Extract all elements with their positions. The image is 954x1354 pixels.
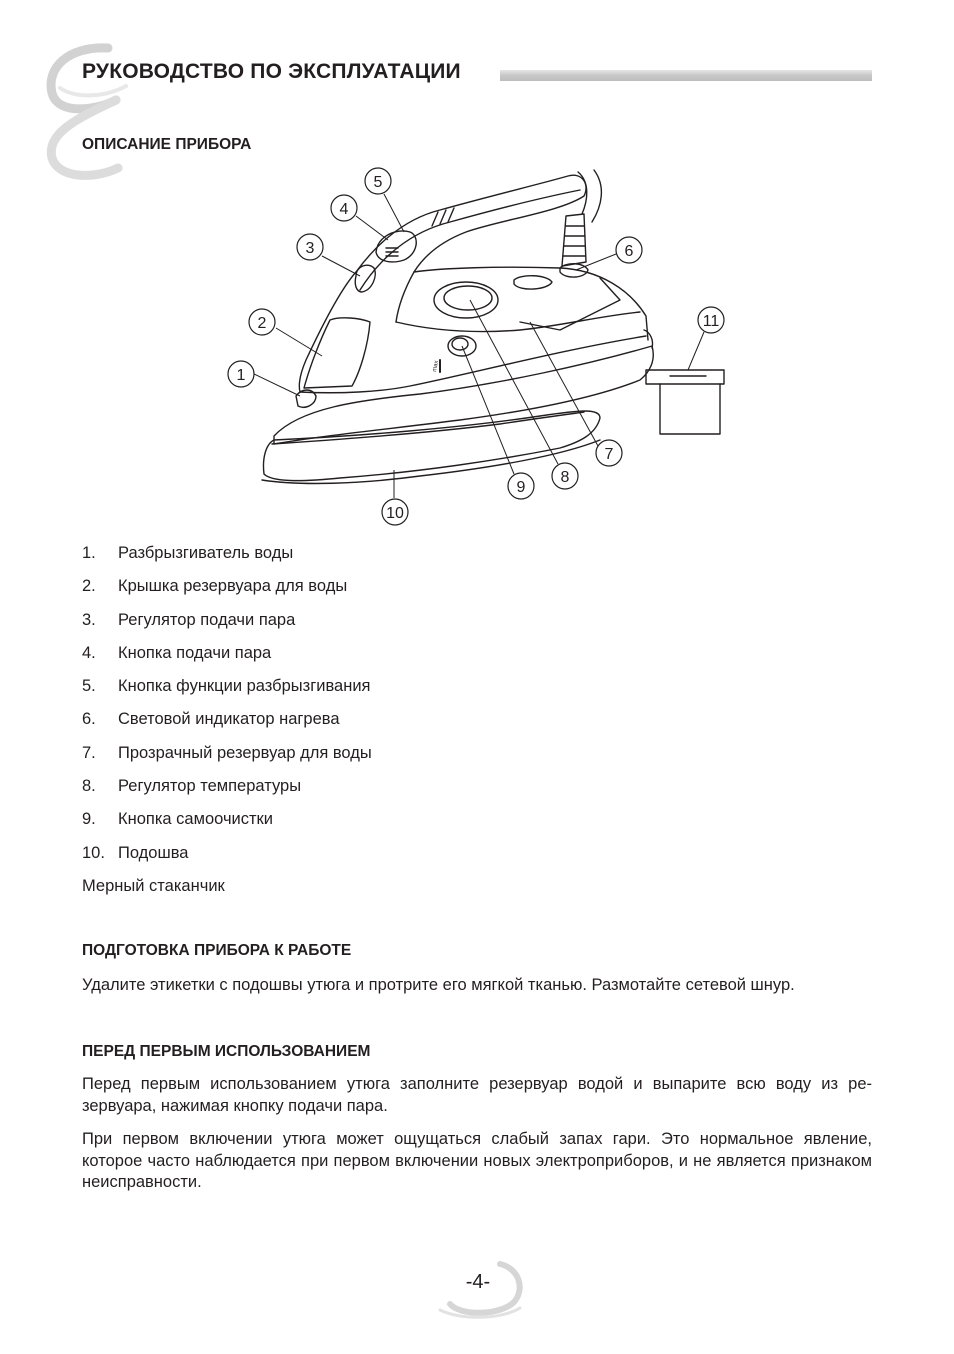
callout-6: 6 [624,243,634,260]
list-item: 5. Кнопка функции разбрызгивания [82,677,371,696]
page-title: РУКОВОДСТВО ПО ЭКСПЛУАТАЦИИ [82,60,461,83]
callout-10: 10 [386,505,404,522]
callout-5: 5 [373,174,383,191]
first-use-paragraph-1: Перед первым использованием утюга заполните резервуар водой и выпарите всю воду из резервуара, нажимая кнопку подачи пара. [82,1075,872,1115]
list-item: 8. Регулятор температуры [82,777,302,796]
preparation-text: Удалите этикетки с подошвы утюга и протрите его мягкой тканью. Размотайте сетевой шнур. [82,976,795,994]
callout-4: 4 [339,201,349,218]
callout-8: 8 [560,469,570,486]
list-item: 6. Световой индикатор нагрева [82,710,340,729]
list-item: 9. Кнопка самоочистки [82,810,273,829]
iron-diagram [0,0,954,540]
first-use-paragraph-2: При первом включении утюга может ощущаться слабый запах гари. Это нормальное явление, которое часто наблюдается при первом включении новых электроприборов, и не является признаком неисправности. [82,1130,872,1191]
first-use-heading: ПЕРЕД ПЕРВЫМ ИСПОЛЬЗОВАНИЕМ [82,1043,371,1060]
callout-11: 11 [702,313,720,330]
marking-max: max [432,360,440,373]
list-item: 1. Разбрызгиватель воды [82,544,294,562]
parts-list [82,541,372,874]
callout-9: 9 [516,479,526,496]
list-item: 7. Прозрачный резервуар для воды [82,743,372,762]
preparation-heading: ПОДГОТОВКА ПРИБОРА К РАБОТЕ [82,942,352,959]
list-item: 3. Регулятор подачи пара [82,610,296,629]
page-number: -4- [465,1271,491,1293]
description-heading: ОПИСАНИЕ ПРИБОРА [82,136,252,153]
measuring-cup-item: Мерный стаканчик [82,877,225,895]
callout-1: 1 [236,367,246,384]
callout-7: 7 [604,446,614,463]
list-item: 2. Крышка резервуара для воды [82,577,348,596]
callout-3: 3 [305,240,315,257]
callout-2: 2 [257,315,267,332]
list-item: 4. Кнопка подачи пара [82,643,272,662]
list-item: 10. Подошва [82,843,189,862]
